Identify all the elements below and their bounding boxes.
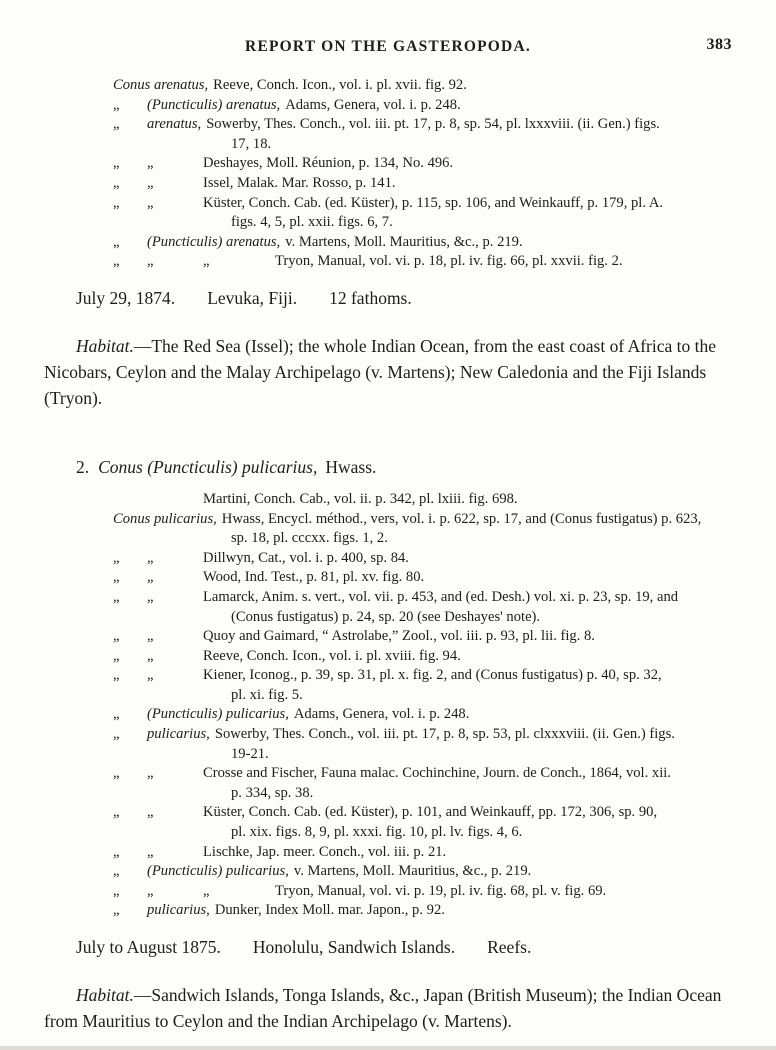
synonymy-list <box>113 490 746 921</box>
synonymy-entry <box>113 627 746 647</box>
species-name: (Puncticulis) arenatus, <box>147 96 281 113</box>
collection-date: July to August 1875. <box>76 937 221 957</box>
ditto-mark: „ <box>147 253 154 270</box>
ditto-mark: „ <box>147 804 154 821</box>
synonymy-entry <box>113 725 746 764</box>
reference-text: v. Martens, Moll. Mauritius, &c., p. 219. <box>293 863 532 880</box>
habitat-paragraph <box>44 982 732 1034</box>
ditto-mark: „ <box>113 96 120 113</box>
synonymy-entry <box>113 843 746 863</box>
reference-text: Issel, Malak. Mar. Rosso, p. 141. <box>203 174 396 191</box>
synonymy-entry <box>113 252 746 272</box>
ditto-mark: „ <box>113 116 120 133</box>
synonymy-entry <box>113 705 746 725</box>
synonymy-entry <box>113 901 746 921</box>
synonymy-entry <box>113 882 746 902</box>
continuation-text: pl. xi. fig. 5. <box>231 686 303 703</box>
synonymy-line <box>113 76 746 96</box>
ditto-mark: „ <box>113 706 120 723</box>
ditto-mark: „ <box>113 726 120 743</box>
ditto-mark: „ <box>147 882 154 899</box>
ditto-mark: „ <box>113 647 120 664</box>
reference-text: Dunker, Index Moll. mar. Japon., p. 92. <box>214 902 445 919</box>
synonymy-line <box>113 490 746 510</box>
reference-text: Martini, Conch. Cab., vol. ii. p. 342, pl. lxiii. fig. 698. <box>203 490 518 507</box>
species-name: (Puncticulis) pulicarius, <box>147 863 289 880</box>
synonymy-line <box>113 510 746 530</box>
ditto-mark: „ <box>147 588 154 605</box>
continuation-text: sp. 18, pl. cccxx. figs. 1, 2. <box>231 530 388 547</box>
ditto-mark: „ <box>147 174 154 191</box>
collection-detail: 12 fathoms. <box>329 287 412 308</box>
synonymy-line <box>113 568 746 588</box>
species-name: pulicarius, <box>147 726 210 743</box>
reference-text: Küster, Conch. Cab. (ed. Küster), p. 101, and Weinkauff, pp. 172, 306, sp. 90, <box>203 804 658 821</box>
reference-text: Lischke, Jap. meer. Conch., vol. iii. p. 21. <box>203 843 447 860</box>
synonymy-line <box>113 843 746 863</box>
ditto-mark: „ <box>113 569 120 586</box>
synonymy-line <box>113 882 746 902</box>
continuation-text: (Conus fustigatus) p. 24, sp. 20 (see Deshayes' note). <box>231 608 541 625</box>
synonymy-list <box>113 76 746 272</box>
reference-text: Dillwyn, Cat., vol. i. p. 400, sp. 84. <box>203 549 409 566</box>
page-header <box>0 0 776 56</box>
synonymy-line <box>113 96 746 116</box>
synonymy-line <box>113 901 746 921</box>
synonymy-entry <box>113 647 746 667</box>
reference-text: Küster, Conch. Cab. (ed. Küster), p. 115, sp. 106, and Weinkauff, p. 179, pl. A. <box>203 194 664 211</box>
habitat-label: Habitat. <box>76 335 134 356</box>
reference-text: Quoy and Gaimard, “ Astrolabe,” Zool., vol. iii. p. 93, pl. lii. fig. 8. <box>203 628 595 645</box>
ditto-mark: „ <box>113 902 120 919</box>
reference-text: Sowerby, Thes. Conch., vol. iii. pt. 17, p. 8, sp. 54, pl. lxxxviii. (ii. Gen.) figs. <box>206 116 660 133</box>
synonymy-line <box>113 627 746 647</box>
synonymy-entry <box>113 490 746 510</box>
reference-text: Deshayes, Moll. Réunion, p. 134, No. 496. <box>203 155 454 172</box>
ditto-mark: „ <box>113 253 120 270</box>
collection-dateline <box>76 288 732 309</box>
reference-text: Adams, Genera, vol. i. p. 248. <box>293 706 470 723</box>
collection-place: Honolulu, Sandwich Islands. <box>252 937 456 957</box>
ditto-mark: „ <box>113 882 120 899</box>
ditto-mark: „ <box>113 843 120 860</box>
synonymy-entry <box>113 154 746 174</box>
synonymy-entry <box>113 588 746 627</box>
synonymy-entry <box>113 862 746 882</box>
species-name: arenatus, <box>147 116 202 133</box>
page-number: 383 <box>706 36 732 53</box>
reference-text: Crosse and Fischer, Fauna malac. Cochinchine, Journ. de Conch., 1864, vol. xii. <box>203 765 671 782</box>
collection-date: July 29, 1874. <box>76 287 176 308</box>
reference-text: Hwass, Encycl. méthod., vers, vol. i. p. 622, sp. 17, and (Conus fustigatus) p. 623, <box>221 510 702 527</box>
species-section-pulicarius <box>0 457 776 1034</box>
continuation-text: p. 334, sp. 38. <box>231 784 314 801</box>
species-name: Conus arenatus, <box>113 77 209 93</box>
ditto-mark: „ <box>147 843 154 860</box>
synonymy-line <box>113 862 746 882</box>
synonymy-entry <box>113 510 746 549</box>
ditto-mark: „ <box>147 155 154 172</box>
continuation-text: 19-21. <box>231 745 269 762</box>
continuation-text: pl. xix. figs. 8, 9, pl. xxxi. fig. 10, pl. lv. figs. 4, 6. <box>231 824 523 841</box>
synonymy-line <box>113 252 746 272</box>
ditto-mark: „ <box>147 569 154 586</box>
ditto-mark: „ <box>113 588 120 605</box>
species-title: Conus (Puncticulis) pulicarius, <box>98 456 318 477</box>
synonymy-line <box>113 666 746 686</box>
ditto-mark: „ <box>113 155 120 172</box>
synonymy-line <box>113 549 746 569</box>
synonymy-entry <box>113 549 746 569</box>
synonymy-line <box>113 233 746 253</box>
species-name: Conus pulicarius, <box>113 510 217 527</box>
synonymy-line <box>113 803 746 823</box>
continuation-text: figs. 4, 5, pl. xxii. figs. 6, 7. <box>231 214 393 231</box>
habitat-paragraph <box>44 333 732 411</box>
habitat-text: —The Red Sea (Issel); the whole Indian Ocean, from the east coast of Africa to the Nicobars, Ceylon and the Malay Archipelago (v. Martens); New Caledonia and the Fiji Islands (Tryon). <box>44 335 717 408</box>
synonymy-entry <box>113 174 746 194</box>
reference-text: Kiener, Iconog., p. 39, sp. 31, pl. x. fig. 2, and (Conus fustigatus) p. 40, sp. 32, <box>203 667 662 684</box>
synonymy-entry <box>113 115 746 154</box>
synonymy-line <box>113 194 746 214</box>
synonymy-entry <box>113 96 746 116</box>
collection-detail: Reefs. <box>487 937 532 957</box>
ditto-mark: „ <box>113 804 120 821</box>
ditto-mark: „ <box>147 765 154 782</box>
ditto-mark: „ <box>147 194 154 211</box>
synonymy-line <box>113 154 746 174</box>
synonymy-line <box>113 725 746 745</box>
synonymy-entry <box>113 194 746 233</box>
synonymy-entry <box>113 764 746 803</box>
continuation-text: 17, 18. <box>231 135 272 152</box>
ditto-mark: „ <box>113 628 120 645</box>
habitat-text: —Sandwich Islands, Tonga Islands, &c., Japan (British Museum); the Indian Ocean from Mauritius to Ceylon and the Indian Archipelago (v. Martens). <box>44 985 722 1031</box>
ditto-mark: „ <box>203 253 210 270</box>
species-author: Hwass. <box>325 456 377 477</box>
species-name: (Puncticulis) pulicarius, <box>147 706 289 723</box>
collection-place: Levuka, Fiji. <box>207 287 298 308</box>
habitat-label: Habitat. <box>76 985 134 1005</box>
reference-text: v. Martens, Moll. Mauritius, &c., p. 219. <box>285 233 523 250</box>
scan-edge <box>0 1046 776 1050</box>
reference-text: Reeve, Conch. Icon., vol. i. pl. xviii. fig. 94. <box>203 647 461 664</box>
synonymy-entry <box>113 233 746 253</box>
ditto-mark: „ <box>113 174 120 191</box>
synonymy-entry <box>113 803 746 842</box>
reference-text: Adams, Genera, vol. i. p. 248. <box>285 96 461 113</box>
ditto-mark: „ <box>147 647 154 664</box>
collection-dateline <box>76 937 732 958</box>
synonymy-entry <box>113 666 746 705</box>
synonymy-line <box>113 764 746 784</box>
ditto-mark: „ <box>113 765 120 782</box>
ditto-mark: „ <box>113 194 120 211</box>
ditto-mark: „ <box>147 628 154 645</box>
synonymy-line <box>113 174 746 194</box>
synonymy-entry <box>113 568 746 588</box>
reference-text: Sowerby, Thes. Conch., vol. iii. pt. 17, p. 8, sp. 53, pl. clxxxviii. (ii. Gen.) figs. <box>214 726 675 743</box>
synonymy-line <box>113 588 746 608</box>
synonymy-line <box>113 647 746 667</box>
species-name: pulicarius, <box>147 902 210 919</box>
ditto-mark: „ <box>113 549 120 566</box>
ditto-mark: „ <box>113 233 120 250</box>
ditto-mark: „ <box>147 549 154 566</box>
reference-text: Reeve, Conch. Icon., vol. i. pl. xvii. fig. 92. <box>213 77 467 93</box>
species-heading <box>76 457 732 478</box>
species-number: 2. <box>76 456 90 477</box>
synonymy-line <box>113 705 746 725</box>
reference-text: Wood, Ind. Test., p. 81, pl. xv. fig. 80. <box>203 569 425 586</box>
running-title: REPORT ON THE GASTEROPODA. <box>245 38 531 55</box>
reference-text: Lamarck, Anim. s. vert., vol. vii. p. 453, and (ed. Desh.) vol. xi. p. 23, sp. 19, and <box>203 588 679 605</box>
reference-text: Tryon, Manual, vol. vi. p. 18, pl. iv. fig. 66, pl. xxvii. fig. 2. <box>275 253 623 270</box>
synonymy-line <box>113 115 746 135</box>
ditto-mark: „ <box>203 882 210 899</box>
ditto-mark: „ <box>113 863 120 880</box>
synonymy-entry <box>113 76 746 96</box>
ditto-mark: „ <box>147 667 154 684</box>
ditto-mark: „ <box>113 667 120 684</box>
species-name: (Puncticulis) arenatus, <box>147 233 281 250</box>
reference-text: Tryon, Manual, vol. vi. p. 19, pl. iv. fig. 68, pl. v. fig. 69. <box>275 882 607 899</box>
species-section-arenatus <box>0 76 776 411</box>
